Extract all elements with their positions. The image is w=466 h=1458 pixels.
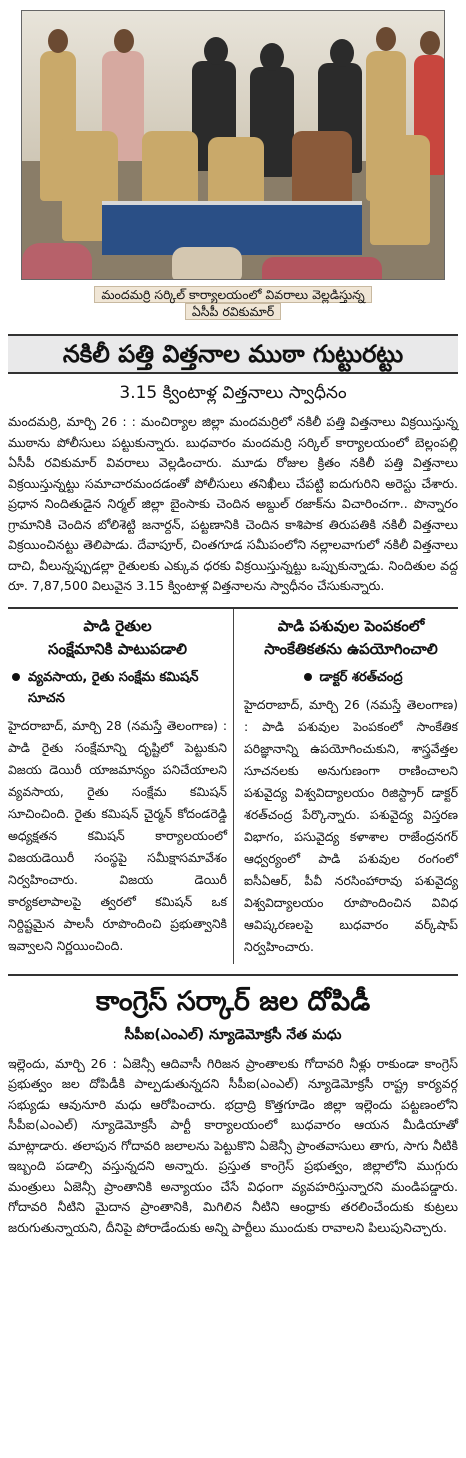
photo-person-head xyxy=(260,43,284,71)
photo-seated-officer xyxy=(208,137,264,207)
article-3-subtitle xyxy=(244,667,458,688)
photo-person-head xyxy=(376,27,396,51)
article-2-body: హైదరాబాద్, మార్చి 28 (నమస్తే తెలంగాణ) : పాడి రైతు సంక్షేమాన్ని దృష్టిలో పెట్టుకుని విజయ డెయిరీ యాజమాన్యం పనిచేయాలని వ్యవసాయ, రైతు సంక్షేమ కమిషన్ సూచించింది. రైతు కమిషన్ చైర్మన్ కోదండరెడ్డి అధ్యక్షతన కమిషన్ కార్యాలయంలో విజయడెయిరీ సంస్థపై సమీక్షాసమావేశం నిర్వహించారు. విజయ డెయిరీ కార్యకలాపాలపై త్వరలో కమిషన్ ఒక నిర్దిష్టమైన పాలసీ రూపొందించి ప్రభుత్వానికి ఇవ్వాలని నిర్ణయించింది. xyxy=(8,717,227,953)
photo-person-head xyxy=(204,37,228,65)
photo-caption xyxy=(8,286,458,320)
article-3 xyxy=(233,609,458,964)
caption-line-2: ఏసీపీ రవికుమార్ xyxy=(185,303,281,320)
bullet-icon xyxy=(12,673,20,681)
article-4-subtitle: సీపీఐ(ఎంఎల్) న్యూడెమోక్రసీ నేత మధు xyxy=(124,1026,342,1043)
photo-seated-officer xyxy=(370,135,430,245)
photo-sack xyxy=(172,247,242,280)
article-2-title-line-2: సంక్షేమానికి పాటుపడాలి xyxy=(48,639,187,658)
photo-person-head xyxy=(330,39,354,67)
photo-seated-person xyxy=(292,131,352,205)
article-1-body xyxy=(8,412,458,597)
article-4-headline: కాంగ్రెస్ సర్కార్ జల దోపిడీ xyxy=(95,985,371,1017)
article-2-subtitle-text: వ్యవసాయ, రైతు సంక్షేమ కమిషన్ సూచన xyxy=(28,669,199,706)
article-3-subtitle-text: డాక్టర్ శరత్‌చంద్ర xyxy=(319,669,403,685)
photo-person-head xyxy=(420,31,440,55)
article-1-headline: నకిలీ పత్తి విత్తనాల ముఠా గుట్టురట్టు xyxy=(8,334,458,374)
photo-seed-pile xyxy=(262,257,382,280)
caption-line-1: మందమర్రి సర్కిల్ కార్యాలయంలో వివరాలు వెల్లడిస్తున్న xyxy=(94,286,371,303)
article-1-text: మందమర్రి, మార్చి 26 : : మంచిర్యాల జిల్లా మందమర్రిలో నకిలీ పత్తి విత్తనాలు విక్రయిస్తున్న ముఠాను పోలీసులు పట్టుకున్నారు. బుధవారం మందమర్రి సర్కిల్ కార్యాలయంలో బెల్లంపల్లి ఏసీపీ రవికుమార్ వివరాలు వెల్లడించారు. మూడు రోజుల క్రితం నకిలీ పత్తి విత్తనాలు విక్రయిస్తున్నట్టు సమాచారమందడంతో పోలీసులు తనిఖీలు చేపట్టి ఐదుగురిని అరెస్టు చేశారు. ప్రధాన నిందితుడైన నిర్మల్ జిల్లా బైంసాకు చెందిన అబ్దుల్ రజాక్‌ను విచారించగా.. పొన్నారం గ్రామానికి చెందిన బోలిశెట్టి జనార్దన్, పట్టణానికి చెందిన కాశిపాక తిరుపతికి నకిలీ విత్తనాలు విక్రయించినట్టు తెలిపాడు. దేవాపూర్, చింతగూడ సమీపంలోని నల్లాలవాగులో నకిలీ విత్తనాలు దాచి, వీలున్నప్పుడల్లా రైతులకు ఎక్కువ ధరకు విక్రయిస్తున్నట్టు ఒప్పుకున్నాడు. నిందితుల వద్ద రూ. 7,87,500 విలువైన 3.15 క్వింటాళ్ల విత్తనాలను స్వాధీనం చేసుకున్నారు. xyxy=(8,414,458,593)
photo-person-head xyxy=(48,29,68,53)
article-4 xyxy=(8,974,458,1239)
article-3-title-line-1: పాడి పశువుల పెంపకంలో xyxy=(277,616,425,635)
article-1-subheadline: 3.15 క్వింటాళ్ల విత్తనాలు స్వాధీనం xyxy=(119,383,347,403)
article-2-title-line-1: పాడి రైతుల xyxy=(83,616,152,635)
article-2 xyxy=(8,609,233,964)
article-3-title-line-2: సాంకేతికతను ఉపయోగించాలి xyxy=(264,639,438,658)
article-3-body: హైదరాబాద్, మార్చి 26 (నమస్తే తెలంగాణ) : పాడి పశువుల పెంపకంలో సాంకేతిక పరిజ్ఞానాన్ని ఉపయోగించుకుని, శాస్త్రవేత్తల సూచనలకు అనుగుణంగా రాణించాలని పశువైద్య విశ్వవిద్యాలయం రిజిస్ట్రార్ డాక్టర్ శరత్‌చంద్ర పేర్కొన్నారు. పశువైద్య విస్తరణ విభాగం, పసువైద్య కళాశాల రాజేంద్రనగర్ ఆధ్వర్యంలో పాడి పశువుల రంగంలో ఐసీఏఆర్, పీవీ నరసింహారావు పశువైద్య విశ్వవిద్యాలయం రూపొందించిన వివిధ ఆవిష్కరణలపై బుధవారం వర్క్‌షాప్ నిర్వహించారు. xyxy=(244,696,458,954)
article-2-subtitle xyxy=(8,667,227,709)
bullet-icon xyxy=(304,673,312,681)
photo-seed-pile xyxy=(22,243,92,280)
photo-seated-officer xyxy=(142,131,198,211)
two-column-section xyxy=(8,607,458,964)
news-photo xyxy=(21,10,445,280)
photo-person-head xyxy=(114,29,134,53)
article-4-body: ఇల్లెందు, మార్చి 26 : ఏజెన్సీ ఆదివాసీ గిరిజన ప్రాంతాలకు గోదావరి నీళ్లు రాకుండా కాంగ్రెస్ ప్రభుత్వం జల దోపిడీకి పాల్పడుతున్నదని సీపీఐ(ఎంఎల్) న్యూడెమోక్రసీ రాష్ట్ర కార్యవర్గ సభ్యుడు ఆవునూరి మధు ఆరోపించారు. భద్రాద్రి కొత్తగూడెం జిల్లా ఇల్లెందు పట్టణంలోని సీపీఐ(ఎంఎల్) న్యూడెమోక్రసీ పార్టీ కార్యాలయంలో బుధవారం ఆయన మీడియాతో మాట్లాడారు. తలాపున గోదావరి జలాలను పెట్టుకొని ఏజెన్సీ ప్రాంతవాసులు తాగు, సాగు నీటికి ఇబ్బంది పడాల్సి వస్తున్నదని అన్నారు. ప్రస్తుత కాంగ్రెస్ ప్రభుత్వం, జిల్లాలోని ముగ్గురు మంత్రులు ఏజెన్సీ ప్రాంతానికి అన్యాయం చేసే విధంగా వ్యవహరిస్తున్నారని మండిపడ్డారు. గోదావరి నీటిని మైదాన ప్రాంతానికి, మిగిలిన నీటిని ఆంధ్రాకు తరలించేందుకు కుట్రలు జరుగుతున్నాయని, దీనిపై పోరాడేందుకు అన్ని పార్టీలు ముందుకు రావాలని పిలుపునిచ్చారు. xyxy=(8,1055,458,1235)
